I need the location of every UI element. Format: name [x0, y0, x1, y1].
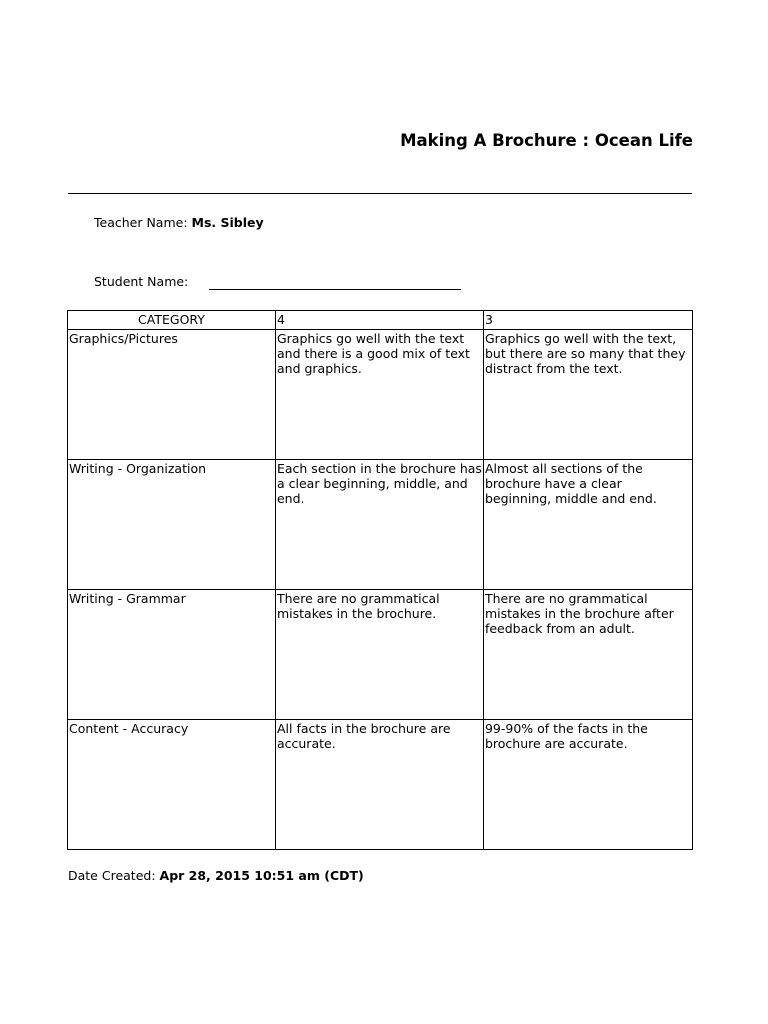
date-created-value: Apr 28, 2015 10:51 am (CDT) [159, 868, 364, 883]
level-4-cell: All facts in the brochure are accurate. [275, 720, 483, 850]
level-4-cell: Graphics go well with the text and there is a good mix of text and graphics. [275, 330, 483, 460]
category-cell: Content - Accuracy [68, 720, 276, 850]
student-name-label: Student Name: [94, 274, 189, 289]
teacher-name-label: Teacher Name: [94, 215, 192, 230]
rubric-header-row [68, 311, 693, 330]
rubric-row-graphics [68, 330, 693, 460]
category-cell: Writing - Grammar [68, 590, 276, 720]
level-3-cell: Almost all sections of the brochure have a clear beginning, middle and end. [483, 460, 692, 590]
header-level-4: 4 [275, 311, 483, 330]
title-divider [68, 193, 692, 194]
date-created-line [68, 868, 364, 883]
rubric-table [67, 310, 693, 850]
teacher-name-value: Ms. Sibley [191, 215, 264, 230]
category-cell: Writing - Organization [68, 460, 276, 590]
level-3-cell: 99-90% of the facts in the brochure are accurate. [483, 720, 692, 850]
category-cell: Graphics/Pictures [68, 330, 276, 460]
document-title: Making A Brochure : Ocean Life [400, 131, 693, 150]
level-3-cell: There are no grammatical mistakes in the brochure after feedback from an adult. [483, 590, 692, 720]
rubric-row-accuracy [68, 720, 693, 850]
level-3-cell: Graphics go well with the text, but there are so many that they distract from the text. [483, 330, 692, 460]
level-4-cell: Each section in the brochure has a clear beginning, middle, and end. [275, 460, 483, 590]
student-name-blank [209, 289, 461, 290]
date-created-label: Date Created: [68, 868, 160, 883]
header-category: CATEGORY [68, 311, 276, 330]
rubric-row-organization [68, 460, 693, 590]
level-4-cell: There are no grammatical mistakes in the brochure. [275, 590, 483, 720]
header-level-3: 3 [483, 311, 692, 330]
rubric-row-grammar [68, 590, 693, 720]
teacher-name-line [94, 215, 264, 230]
